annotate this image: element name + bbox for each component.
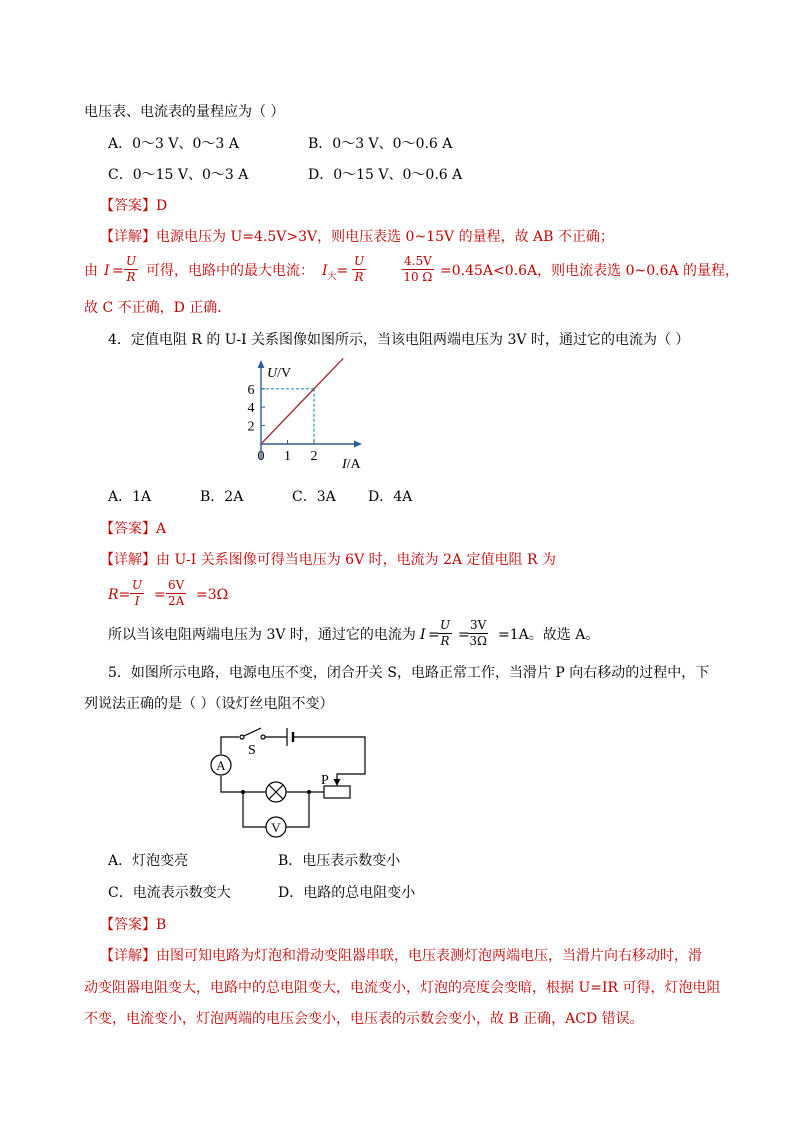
wire-voltmeter-right xyxy=(286,792,309,827)
q4-fraction-3v-3ohm: $\frac{3V}{3\Omega}$ xyxy=(469,618,487,648)
q4-answer: 【答案】A xyxy=(100,521,167,537)
q3-answer: 【答案】D xyxy=(100,198,168,214)
q3-i-max: $I_大=$ xyxy=(322,263,349,282)
q5-answer: 【答案】B xyxy=(100,917,167,933)
wire-top-left xyxy=(221,737,239,754)
x-tick-label: 1 xyxy=(284,449,291,464)
y-tick-label: 4 xyxy=(247,401,255,417)
switch-blade xyxy=(244,728,261,736)
q4-stem: 4．定值电阻 R 的 U-I 关系图像如图所示，当该电阻两端电压为 3V 时，通过它的电流为（ ） xyxy=(108,332,690,348)
y-axis-arrow xyxy=(258,360,265,368)
wire-voltmeter-left xyxy=(243,792,266,827)
circuit-diagram xyxy=(205,722,375,840)
q4-fraction-6v-2a: $\frac{6V}{2A}$ xyxy=(168,578,185,608)
x-tick-label: 0 xyxy=(257,449,265,464)
q4-detail-line3-b: =1A。故选 A。 xyxy=(498,627,600,643)
q3-detail-line2-b: 可得，电路中的最大电流： xyxy=(146,263,314,279)
q5-detail-line2: 动变阻器电阻变大，电路中的总电阻变大，电流变小，灯泡的亮度会变暗，根据 U=IR 可得，灯泡电阻 xyxy=(84,980,721,996)
q3-option-d: D．0～15 V、0～0.6 A xyxy=(308,167,463,183)
q4-option-a: A．1A xyxy=(108,489,152,505)
q4-r-result: =3Ω xyxy=(196,587,229,603)
q5-option-c: C．电流表示数变大 xyxy=(108,885,231,901)
q4-fraction-u-i: $\frac{U}{I}$ xyxy=(132,578,143,608)
switch-contact xyxy=(261,735,265,739)
q5-detail-line1: 【详解】由图可知电路为灯泡和滑动变阻器串联，电压表测灯泡两端电压，当滑片向右移动时，滑 xyxy=(100,948,702,964)
y-axis-label: U/V xyxy=(267,366,292,381)
q3-detail-line2-a: 由 xyxy=(84,263,98,279)
q3-detail-line2-c: =0.45A<0.6A，则电流表选 0~0.6A 的量程， xyxy=(440,263,740,279)
q4-formula-eq-2: = xyxy=(458,627,470,643)
ui-graph xyxy=(244,356,374,474)
q3-formula-eq: = xyxy=(112,263,124,279)
q5-stem-line2: 列说法正确的是（ ）（设灯丝电阻不变） xyxy=(84,696,334,712)
q3-option-a: A．0～3 V、0～3 A xyxy=(108,136,239,152)
q4-option-d: D．4A xyxy=(368,489,413,505)
q5-option-a: A．灯泡变亮 xyxy=(108,853,189,869)
q4-formula-I: I xyxy=(420,627,426,643)
slider-label: P xyxy=(321,773,329,788)
voltmeter-label: V xyxy=(271,820,281,835)
x-axis-arrow xyxy=(354,441,362,448)
junction-left xyxy=(241,790,245,794)
q3-detail-line3: 故 C 不正确，D 正确． xyxy=(84,300,232,316)
q4-fraction-u-r: $\frac{U}{R}$ xyxy=(440,618,451,648)
switch-label: S xyxy=(248,743,256,758)
slider-arrow xyxy=(334,779,341,786)
wire-left-lower xyxy=(221,776,243,792)
switch-pivot xyxy=(240,735,244,739)
q3-option-c: C．0～15 V、0～3 A xyxy=(108,167,249,183)
q3-detail-line1: 【详解】电源电压为 U=4.5V>3V，则电压表选 0~15V 的量程，故 AB 不正确； xyxy=(100,229,614,245)
y-tick-label: 6 xyxy=(247,382,255,398)
q4-formula-eq: = xyxy=(428,627,440,643)
q5-option-b: B．电压表示数变小 xyxy=(278,853,401,869)
q4-detail-line1: 【详解】由 U-I 关系图像可得当电压为 6V 时，电流为 2A 定值电阻 R 为 xyxy=(100,552,556,568)
q4-option-b: B．2A xyxy=(200,489,244,505)
x-axis-label: I/A xyxy=(342,457,361,472)
q3-formula-I: I xyxy=(104,263,110,279)
q4-r-eq-sign: = xyxy=(154,587,166,603)
q3-option-b: B．0～3 V、0～0.6 A xyxy=(308,136,453,152)
q3-stem-tail: 电压表、电流表的量程应为（ ） xyxy=(84,104,285,120)
q3-fraction-u-r-2: $\frac{U}{R}$ xyxy=(354,254,365,284)
y-tick-label: 2 xyxy=(247,419,255,435)
x-tick-label: 2 xyxy=(310,449,318,464)
q3-fraction-u-r: $\frac{U}{R}$ xyxy=(126,254,137,284)
q4-option-c: C．3A xyxy=(292,489,336,505)
q5-stem-line1: 5．如图所示电路，电源电压不变，闭合开关 S，电路正常工作，当滑片 P 向右移动的过程中，下 xyxy=(108,665,710,681)
q5-option-d: D．电路的总电阻变小 xyxy=(278,885,416,901)
q4-detail-line3-a: 所以当该电阻两端电压为 3V 时，通过它的电流为 xyxy=(108,627,416,643)
wire-top-right xyxy=(293,737,365,782)
q4-r-formula: R= xyxy=(108,587,131,603)
q5-detail-line3: 不变，电流变小，灯泡两端的电压会变小，电压表的示数会变小，故 B 正确，ACD 错误。 xyxy=(84,1011,644,1027)
ammeter-label: A xyxy=(216,758,226,773)
q3-fraction-45v-10ohm: $\frac{4.5V}{10 \Omega}$ xyxy=(403,254,433,284)
junction-right xyxy=(307,790,311,794)
